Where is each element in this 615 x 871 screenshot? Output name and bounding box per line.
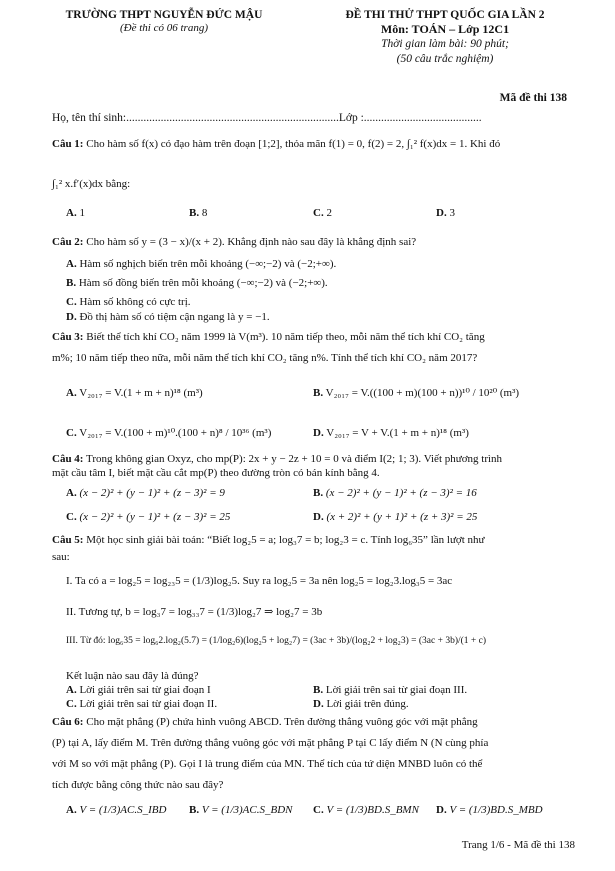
question-text: Cho hàm số f(x) có đạo hàm trên đoạn [1;2], thỏa mãn f(1) = 0, f(2) = 2, ∫₁² f(x)dx = 1. Khi đó	[86, 138, 501, 150]
q4-option-b[interactable]: B. (x − 2)² + (y − 1)² + (z − 3)² = 16	[313, 487, 477, 499]
q3-option-d[interactable]: D. V₂₀₁₇ = V + V.(1 + m + n)¹⁸ (m³)	[313, 427, 469, 439]
question-2	[52, 236, 582, 250]
q5-option-c[interactable]: C. Lời giải trên sai từ giai đoạn II.	[66, 698, 218, 710]
question-label: Câu 5:	[52, 534, 84, 546]
question-6	[52, 716, 582, 730]
pages-note: (Đề thi có 06 trang)	[120, 22, 208, 35]
q6-option-a[interactable]: A. V = (1/3)AC.S_IBD	[66, 804, 167, 816]
question-6-line2: (P) tại A, lấy điểm M. Trên đường thẳng vuông góc với mặt phẳng P tại C lấy điểm N (N cùng phía	[52, 737, 489, 749]
q1-option-c[interactable]: C. 2	[313, 207, 332, 219]
q1-option-d[interactable]: D. 3	[436, 207, 455, 219]
question-text: Trong không gian Oxyz, cho mp(P): 2x + y − 2z + 10 = 0 và điểm I(2; 1; 3). Viết phương trình	[86, 453, 503, 465]
question-label: Câu 3:	[52, 331, 84, 343]
solution-step-3: III. Từ đó: log₆35 = log₆2.log₂(5.7) = (1/log₂6)(log₂5 + log₂7) = (3ac + 3b)/(log₂2 + log₂3) = (3ac + 3b)/(1 + c)	[66, 636, 487, 646]
q5-option-a[interactable]: A. Lời giải trên sai từ giai đoạn I	[66, 684, 211, 696]
header-right	[300, 8, 590, 66]
question-3-line2: m%; 10 năm tiếp theo nữa, mỗi năm thể tích khí CO₂ tăng n%. Tính thể tích khí CO₂ năm 2017?	[52, 352, 478, 364]
header-left	[44, 8, 284, 36]
question-label: Câu 1:	[52, 138, 84, 150]
solution-step-1: I. Ta có a = log₂5 = log₂₃5 = (1/3)log₂5. Suy ra log₂5 = 3a nên log₂5 = log₂3.log₃5 = 3ac	[66, 575, 453, 587]
q4-option-c[interactable]: C. (x − 2)² + (y − 1)² + (z − 3)² = 25	[66, 511, 231, 523]
school-name: TRƯỜNG THPT NGUYỄN ĐỨC MẬU	[65, 9, 263, 21]
question-4-line2: mặt cầu tâm I, biết mặt cầu cắt mp(P) theo đường tròn có bán kính bằng 4.	[52, 467, 380, 479]
question-4	[52, 453, 582, 467]
question-5	[52, 534, 582, 548]
q4-option-a[interactable]: A. (x − 2)² + (y − 1)² + (z − 3)² = 9	[66, 487, 225, 499]
question-text: Một học sinh giải bài toán: “Biết log₂5 = a; log₃7 = b; log₂3 = c. Tính log₆35” lần lượt như	[86, 534, 485, 546]
page-footer: Trang 1/6 - Mã đề thi 138	[461, 839, 575, 851]
exam-title: ĐỀ THI THỬ THPT QUỐC GIA LẦN 2	[345, 9, 545, 21]
question-count: (50 câu trắc nghiệm)	[396, 52, 494, 65]
q6-option-d[interactable]: D. V = (1/3)BD.S_MBD	[436, 804, 543, 816]
q1-option-b[interactable]: B. 8	[189, 207, 208, 219]
question-3	[52, 331, 582, 345]
q1-option-a[interactable]: A. 1	[66, 207, 85, 219]
q5-option-b[interactable]: B. Lời giải trên sai từ giai đoạn III.	[313, 684, 468, 696]
question-text: Cho mặt phẳng (P) chứa hình vuông ABCD. Trên đường thẳng vuông góc với mặt phẳng	[86, 716, 478, 728]
question-5-prompt: Kết luận nào sau đây là đúng?	[66, 670, 199, 682]
subject: Môn: TOÁN – Lớp 12C1	[380, 22, 510, 37]
question-1-line2: ∫₁² x.f′(x)dx bằng:	[52, 178, 131, 190]
duration: Thời gian làm bài: 90 phút;	[381, 38, 509, 51]
q3-option-b[interactable]: B. V₂₀₁₇ = V.((100 + m)(100 + n))¹⁰ / 10²⁰ (m³)	[313, 387, 520, 399]
question-1	[52, 138, 582, 152]
q2-option-b[interactable]: B. Hàm số đồng biến trên mỗi khoảng (−∞;−2) và (−2;+∞).	[66, 277, 328, 289]
q3-option-a[interactable]: A. V₂₀₁₇ = V.(1 + m + n)¹⁸ (m³)	[66, 387, 203, 399]
question-text: Cho hàm số y = (3 − x)/(x + 2). Khẳng định nào sau đây là khẳng định sai?	[86, 236, 417, 248]
q6-option-c[interactable]: C. V = (1/3)BD.S_BMN	[313, 804, 419, 816]
q2-option-a[interactable]: A. Hàm số nghịch biến trên mỗi khoảng (−∞;−2) và (−2;+∞).	[66, 258, 337, 270]
exam-code: Mã đề thi 138	[499, 92, 567, 104]
question-label: Câu 4:	[52, 453, 84, 465]
question-5-line2: sau:	[52, 551, 70, 563]
question-text: Biết thể tích khí CO₂ năm 1999 là V(m³). 10 năm tiếp theo, mỗi năm thể tích khí CO₂ tăng	[86, 331, 485, 343]
question-6-line3: với M so với mặt phẳng (P). Gọi I là trung điểm của MN. Thể tích của tứ diện MNBD luôn có thể	[52, 758, 483, 770]
student-line: Họ, tên thí sinh:..........................................................................Lớp :.........................................	[52, 112, 482, 124]
q2-option-c[interactable]: C. Hàm số không có cực trị.	[66, 296, 191, 308]
question-label: Câu 6:	[52, 716, 84, 728]
solution-step-2: II. Tương tự, b = log₃7 = log₃₃7 = (1/3)log₂7 ⇒ log₂7 = 3b	[66, 606, 323, 618]
q4-option-d[interactable]: D. (x + 2)² + (y + 1)² + (z + 3)² = 25	[313, 511, 478, 523]
q6-option-b[interactable]: B. V = (1/3)AC.S_BDN	[189, 804, 293, 816]
question-6-line4: tích được bằng công thức nào sau đây?	[52, 779, 224, 791]
question-label: Câu 2:	[52, 236, 84, 248]
q2-option-d[interactable]: D. Đồ thị hàm số có tiệm cận ngang là y = −1.	[66, 311, 270, 323]
q3-option-c[interactable]: C. V₂₀₁₇ = V.(100 + m)¹⁰.(100 + n)⁸ / 10³⁶ (m³)	[66, 427, 272, 439]
q5-option-d[interactable]: D. Lời giải trên đúng.	[313, 698, 409, 710]
